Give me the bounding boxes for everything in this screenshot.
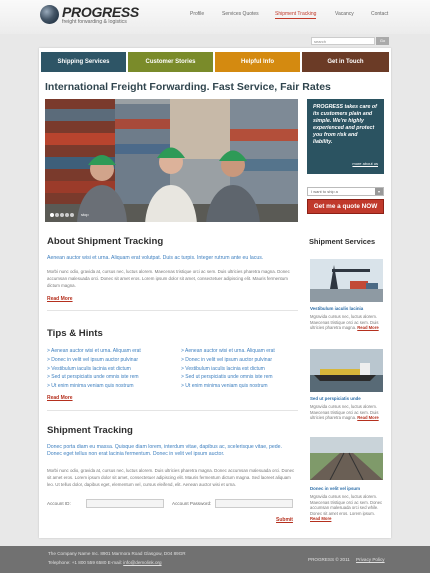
- divider: [47, 410, 298, 411]
- slide-dot-2[interactable]: [55, 213, 59, 217]
- submit-button[interactable]: Submit: [276, 517, 293, 523]
- slide-dot-5[interactable]: [70, 213, 74, 217]
- promo-box: [307, 99, 384, 174]
- services-title: Shipment Services: [309, 237, 376, 246]
- top-navigation: [180, 11, 395, 21]
- service-title[interactable]: Vestibulum iaculis lacinia: [310, 306, 364, 311]
- footer-contact: Telephone: +1 800 559 6580 E-mail: info@demolink.org: [48, 560, 162, 565]
- menu-tab-shipping-services[interactable]: Shipping Services: [41, 52, 126, 72]
- service-read-more-link[interactable]: Read More: [357, 325, 379, 331]
- search-input[interactable]: [311, 37, 375, 45]
- footer-copyright: PROGRESS © 2011: [308, 557, 350, 562]
- search-button[interactable]: Go: [376, 37, 389, 45]
- service-read-more-link[interactable]: Read More: [357, 415, 379, 421]
- footer-email-link[interactable]: info@demolink.org: [123, 560, 162, 565]
- workers-photo: [45, 99, 298, 222]
- promo-text: PROGRESS takes care of its customers plain and simple. We're highly experienced and protect you from risk and liability.: [313, 104, 377, 145]
- service-title[interactable]: Sed ut perspiciatis unde: [310, 396, 361, 401]
- tip-link[interactable]: > Ut enim minima veniam quis nostrum: [47, 383, 134, 390]
- divider: [47, 310, 298, 311]
- service-image-ship[interactable]: [310, 349, 383, 392]
- service-image-rail[interactable]: [310, 437, 383, 480]
- nav-services-quotes[interactable]: Services Quotes: [222, 11, 259, 17]
- slider-stop-control[interactable]: stop: [81, 212, 89, 217]
- page-headline: International Freight Forwarding. Fast Service, Fair Rates: [45, 81, 331, 93]
- tips-list-left: [47, 347, 172, 391]
- tip-link[interactable]: > Donec in velit vel ipsum auctor pulvinar: [181, 356, 273, 363]
- service-text: Mgravida cursus nec, luctus alorem. Maecenas tristique orci ac sem. Donec accumsan malesuada orci sed while. Donec sit amet eros. Lorem ipsum. Read More: [310, 494, 383, 522]
- tracking-title: Shipment Tracking: [47, 425, 133, 436]
- service-image-crane[interactable]: [310, 259, 383, 302]
- nav-shipment-tracking[interactable]: Shipment Tracking: [275, 11, 317, 17]
- about-title: About Shipment Tracking: [47, 236, 164, 247]
- logo-title[interactable]: PROGRESS: [62, 4, 139, 20]
- about-read-more-link[interactable]: Read More: [47, 296, 73, 302]
- tip-link[interactable]: > Aenean auctor wisi et urna. Aliquam erat: [181, 348, 275, 354]
- more-about-us-link[interactable]: more about us: [352, 161, 378, 166]
- chevron-down-icon[interactable]: ▾: [375, 188, 383, 195]
- tip-link[interactable]: > Ut enim minima veniam quis nostrum: [181, 383, 268, 390]
- menu-tab-customer-stories[interactable]: Customer Stories: [128, 52, 213, 72]
- about-lead: Aenean auctor wisi et urna. Aliquam erat volutpat. Duis ac turpis. Integer rutrum ante eu lacus.: [47, 255, 264, 261]
- about-body: Morbi nunc odio, gravida at, cursus nec, luctus alorem. Maecenas tristique orci ac sem. Duis ultricies pharetra magna. Donec accumsan malesuada orci. Donec sit amet eros. Lorem ipsum dolor sit amet, consectetuer adipiscing elit. Mauris fermentum dictum magna.: [47, 269, 290, 288]
- tip-link[interactable]: > Vestibulum iaculis lacinia est dictum: [181, 365, 265, 372]
- slide-dot-3[interactable]: [60, 213, 64, 217]
- ship-select-value: I want to ship a: [311, 189, 338, 194]
- nav-vacancy[interactable]: Vacancy: [335, 11, 354, 17]
- ship-type-select[interactable]: [307, 187, 384, 196]
- account-password-label: Account Password:: [172, 501, 212, 506]
- tip-link[interactable]: > Vestibulum iaculis lacinia est dictum: [47, 365, 131, 372]
- menu-tab-get-in-touch[interactable]: Get in Touch: [302, 52, 389, 72]
- tips-read-more-link[interactable]: Read More: [47, 395, 73, 401]
- privacy-policy-link[interactable]: Privacy Policy: [356, 557, 385, 562]
- account-id-label: Account ID:: [47, 501, 71, 506]
- slide-dot-1[interactable]: [50, 213, 54, 217]
- menu-tab-helpful-info[interactable]: Helpful Info: [215, 52, 300, 72]
- tip-link[interactable]: > Aenean auctor wisi et urna. Aliquam erat: [47, 348, 141, 354]
- nav-profile[interactable]: Profile: [190, 11, 205, 17]
- service-read-more-link[interactable]: Read More: [310, 516, 332, 522]
- tracking-body: Morbi nunc odio, gravida at, cursus nec, luctus alorem. Duis ultricies pharetra magna. Donec accumsan malesuada orci. Donec sit amet eros. Lorem ipsum dolor sit amet, consectetuer adipiscing elit. Mauris fermentum dictum magna. Sed laoreet aliquam leo. Ut tellus dolor, dapibus eget, elementum vel, cursus eleifend, elit. Aenean auctor wisi et urna.: [47, 468, 295, 487]
- search-box: [311, 37, 389, 45]
- get-quote-button[interactable]: Get me a quote NOW: [307, 199, 384, 214]
- tip-link[interactable]: > Sed ut perspiciatis unde omnis iste rem: [47, 374, 139, 381]
- account-password-input[interactable]: [215, 499, 293, 508]
- logo-subtitle: freight forwarding & logistics: [62, 19, 127, 25]
- tip-link[interactable]: > Donec in velit vel ipsum auctor pulvinar: [47, 356, 139, 363]
- tips-title: Tips & Hints: [47, 328, 103, 339]
- tip-link[interactable]: > Sed ut perspiciatis unde omnis iste rem: [181, 374, 273, 381]
- hero-image: [45, 99, 298, 222]
- service-text: Mgravida cursus nec, luctus alorem. Maecenas tristique orci ac sem. Duis ultricies pharetra magna. Read More: [310, 404, 379, 421]
- logo-globe-icon[interactable]: [40, 5, 59, 24]
- main-menu: [41, 52, 389, 72]
- service-title[interactable]: Donec in velit vel ipsum: [310, 486, 361, 491]
- tips-list-right: [181, 347, 306, 391]
- footer-company: The Company Name Inc. 8901 Marmora Road Glasgow, D04 89GR: [48, 551, 186, 556]
- account-id-input[interactable]: [86, 499, 164, 508]
- service-text: Mgravida cursus nec, luctus alorem. Maecenas tristique orci ac sem. Duis ultricies pharetra magna. Read More: [310, 314, 379, 331]
- tracking-lead: Donec porta diam eu massa. Quisque diam lorem, interdum vitae, dapibus ac, scelerisque vitae, pede. Donec eget tellus non erat lacinia fermentum. Donec in velit vel ipsum auctor.: [47, 444, 283, 457]
- slide-dot-4[interactable]: [65, 213, 69, 217]
- nav-contact[interactable]: Contact: [371, 11, 389, 17]
